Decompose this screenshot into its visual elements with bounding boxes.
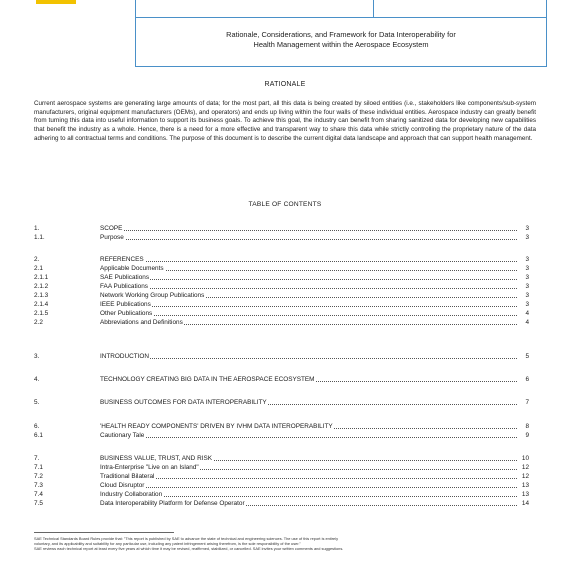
toc-entry-number: 2.1.1: [34, 274, 49, 281]
toc-entry[interactable]: [34, 431, 529, 440]
toc-entry-title-text: 'HEALTH READY COMPONENTS' DRIVEN BY IVHM DATA INTEROPERABILITY: [100, 423, 333, 430]
toc-entry-title: [100, 352, 517, 361]
toc-entry-number: 5.: [34, 399, 40, 406]
toc-entry-page: 10: [521, 455, 529, 462]
toc-entry-page: 13: [521, 482, 529, 489]
toc-entry-page: 6: [525, 376, 529, 383]
sae-logo-mark: [36, 0, 76, 4]
document-header-box: [135, 0, 547, 67]
toc-entry-page: 9: [525, 432, 529, 439]
toc-entry-title-text: Cautionary Tale: [100, 432, 145, 439]
toc-entry[interactable]: [34, 264, 529, 273]
toc-entry[interactable]: [34, 481, 529, 490]
toc-entry-page: 3: [525, 265, 529, 272]
toc-entry-title-text: Traditional Bilateral: [100, 473, 155, 480]
toc-entry-title-text: INTRODUCTION: [100, 353, 149, 360]
toc-heading: TABLE OF CONTENTS: [248, 201, 322, 208]
toc-entry-title-text: Industry Collaboration: [100, 491, 163, 498]
toc-entry-page: 12: [521, 464, 529, 471]
toc-entry-page: 3: [525, 292, 529, 299]
header-cell-divider: [373, 0, 374, 17]
toc-entry-title: [100, 463, 517, 472]
document-title-line-2: Health Management within the Aerospace Ecosystem: [253, 40, 429, 49]
toc-entry[interactable]: [34, 422, 529, 431]
toc-entry[interactable]: [34, 224, 529, 233]
footer-line-3: SAE reviews each technical report at least every five years at which time it may be revised, reaffirmed, stabilized, or cancelled. SAE invites your written comments and suggestions.: [34, 546, 344, 551]
toc-entry[interactable]: [34, 490, 529, 499]
toc-entry-title: [100, 291, 517, 300]
rationale-paragraph: Current aerospace systems are generating large amounts of data; for the most part, all this data is being created by siloed entities (i.e., stakeholders like components/sub-system manufacturers, original equipment manufacturers (OEMs), and operators) and ends up living within the four walls of these individual entities. Aerospace industry can greatly benefit from turning this data into useful information to support its business goals. To achieve this goal, the industry can benefit from sharing sanitized data for developing new capabilities that benefit the industry as a whole. Hence, there is a need for a more effective and transparent way to share this data while strictly controlling the proprietary nature of the data adhering to all contractual terms and conditions. The purpose of this document is to describe the current digital data landscape and approach that can support health management.: [34, 100, 536, 142]
toc-entry-page: 3: [525, 256, 529, 263]
toc-entry-title-text: Abbreviations and Definitions: [100, 319, 183, 326]
toc-entry-page: 3: [525, 234, 529, 241]
toc-entry-page: 12: [521, 473, 529, 480]
toc-entry-title: [100, 422, 517, 431]
toc-entry[interactable]: [34, 472, 529, 481]
toc-entry[interactable]: [34, 300, 529, 309]
toc-entry[interactable]: [34, 375, 529, 384]
toc-entry-title-text: Other Publications: [100, 310, 153, 317]
toc-entry-title-text: Applicable Documents: [100, 265, 164, 272]
toc-entry-title-text: BUSINESS OUTCOMES FOR DATA INTEROPERABILITY: [100, 399, 267, 406]
toc-entry[interactable]: [34, 318, 529, 327]
toc-entry-title: [100, 375, 517, 384]
toc-entry-page: 5: [525, 353, 529, 360]
toc-entry-page: 7: [525, 399, 529, 406]
toc-entry-number: 2.2: [34, 319, 43, 326]
toc-entry-page: 4: [525, 310, 529, 317]
toc-entry-title: [100, 264, 517, 273]
toc-entry-number: 2.1.3: [34, 292, 49, 299]
toc-entry-title: [100, 233, 517, 242]
toc-entry-number: 7.2: [34, 473, 43, 480]
toc-entry[interactable]: [34, 282, 529, 291]
toc-entry-number: 7.5: [34, 500, 43, 507]
toc-entry-number: 7.: [34, 455, 40, 462]
toc-entry[interactable]: [34, 398, 529, 407]
toc-entry-number: 2.1.4: [34, 301, 49, 308]
toc-entry-number: 7.3: [34, 482, 43, 489]
toc-entry-number: 2.: [34, 256, 40, 263]
toc-entry-number: 2.1: [34, 265, 43, 272]
toc-entry[interactable]: [34, 273, 529, 282]
toc-entry-number: 2.1.5: [34, 310, 49, 317]
toc-entry-title-text: FAA Publications: [100, 283, 148, 290]
toc-entry-title-text: BUSINESS VALUE, TRUST, AND RISK: [100, 455, 212, 462]
toc-entry[interactable]: [34, 255, 529, 264]
toc-entry-title-text: Data Interoperability Platform for Defense Operator: [100, 500, 245, 507]
toc-entry-title-text: Network Working Group Publications: [100, 292, 205, 299]
footer-line-1: SAE Technical Standards Board Rules provide that: "This report is published by SAE to advance the state of technical and engineering sciences. The use of this report is entirely: [34, 536, 339, 541]
toc-entry-title: [100, 398, 517, 407]
toc-entry-title-text: SAE Publications: [100, 274, 150, 281]
toc-entry[interactable]: [34, 499, 529, 508]
toc-entry-page: 3: [525, 283, 529, 290]
toc-entry-title-text: Intra-Enterprise "Live on an Island": [100, 464, 199, 471]
toc-entry[interactable]: [34, 291, 529, 300]
toc-entry-title: [100, 255, 517, 264]
toc-entry[interactable]: [34, 233, 529, 242]
toc-entry-number: 7.4: [34, 491, 43, 498]
toc-entry-title-text: Cloud Disruptor: [100, 482, 145, 489]
toc-entry-number: 6.1: [34, 432, 43, 439]
toc-entry-title-text: TECHNOLOGY CREATING BIG DATA IN THE AEROSPACE ECOSYSTEM: [100, 376, 315, 383]
toc-entry-number: 2.1.2: [34, 283, 49, 290]
toc-entry-title: [100, 431, 517, 440]
toc-entry[interactable]: [34, 309, 529, 318]
toc-entry-page: 8: [525, 423, 529, 430]
rationale-heading: RATIONALE: [264, 81, 306, 88]
toc-entry-page: 3: [525, 301, 529, 308]
toc-entry-title: [100, 300, 517, 309]
document-title: [136, 30, 546, 50]
toc-entry-number: 4.: [34, 376, 40, 383]
toc-entry[interactable]: [34, 454, 529, 463]
toc-entry-page: 14: [521, 500, 529, 507]
toc-entry-title-text: SCOPE: [100, 225, 123, 232]
header-row-divider: [136, 17, 546, 18]
toc-entry-title: [100, 481, 517, 490]
toc-entry-title: [100, 224, 517, 233]
footer-line-2: voluntary, and its applicability and suitability for any particular use, including any patent infringement arising therefrom, is the sole responsibility of the user.": [34, 541, 301, 546]
toc-entry-title-text: IEEE Publications: [100, 301, 151, 308]
toc-entry-number: 3.: [34, 353, 40, 360]
toc-entry-title: [100, 490, 517, 499]
toc-entry[interactable]: [34, 463, 529, 472]
toc-entry-page: 4: [525, 319, 529, 326]
toc-entry-title: [100, 499, 517, 508]
toc-entry-title: [100, 309, 517, 318]
toc-entry-page: 3: [525, 274, 529, 281]
toc-entry-title: [100, 282, 517, 291]
toc-entry-number: 1.1.: [34, 234, 45, 241]
document-title-line-1: Rationale, Considerations, and Framework for Data Interoperability for: [226, 30, 456, 39]
toc-entry-title: [100, 273, 517, 282]
toc-entry-number: 6.: [34, 423, 40, 430]
toc-entry-title: [100, 454, 517, 463]
toc-entry-title: [100, 472, 517, 481]
footer-notice: [34, 536, 534, 551]
toc-entry[interactable]: [34, 352, 529, 361]
toc-entry-page: 3: [525, 225, 529, 232]
footer-rule: [34, 532, 174, 533]
toc-entry-page: 13: [521, 491, 529, 498]
toc-entry-number: 1.: [34, 225, 40, 232]
toc-entry-title: [100, 318, 517, 327]
toc-entry-title-text: REFERENCES: [100, 256, 144, 263]
toc-entry-number: 7.1: [34, 464, 43, 471]
toc-entry-title-text: Purpose: [100, 234, 124, 241]
